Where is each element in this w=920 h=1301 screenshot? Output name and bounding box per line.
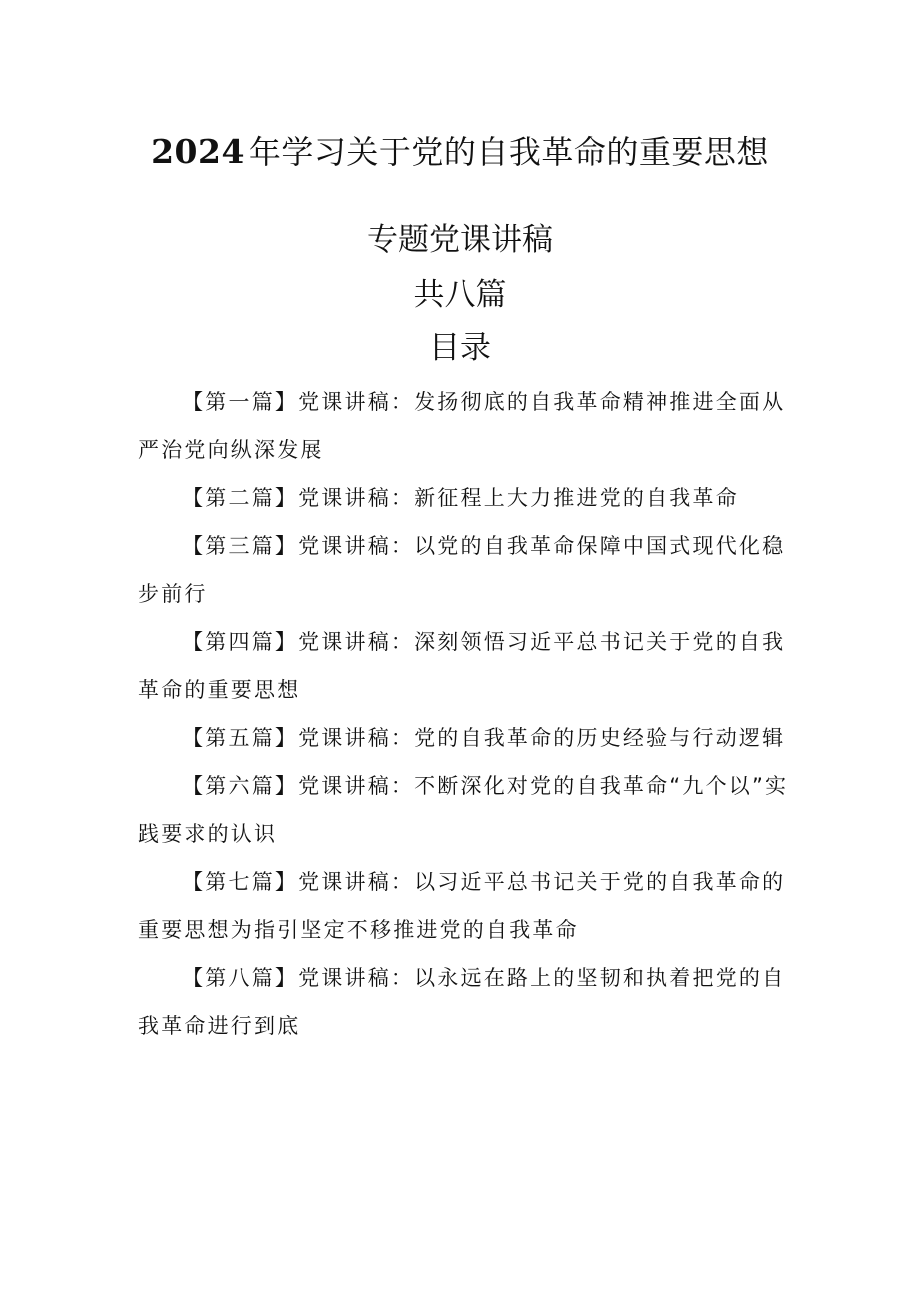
toc-entry-4: 【第四篇】党课讲稿：深刻领悟习近平总书记关于党的自我革命的重要思想 [138,630,786,702]
table-of-contents [138,378,798,1050]
toc-entry-1: 【第一篇】党课讲稿：发扬彻底的自我革命精神推进全面从严治党向纵深发展 [138,390,786,462]
toc-heading: 目录 [429,330,491,366]
title-text: 年学习关于党的自我革命的重要思想 [248,133,769,171]
toc-entry-8: 【第八篇】党课讲稿：以永远在路上的坚韧和执着把党的自我革命进行到底 [138,966,786,1038]
document-title [0,128,920,176]
toc-entry-7: 【第七篇】党课讲稿：以习近平总书记关于党的自我革命的重要思想为指引坚定不移推进党的自我革命 [138,870,786,942]
toc-entry-2: 【第二篇】党课讲稿：新征程上大力推进党的自我革命 [182,486,739,510]
document-subtitle: 专题党课讲稿 [367,222,553,258]
title-year: 2024 [151,132,245,171]
document-count: 共八篇 [413,277,507,313]
toc-entry-3: 【第三篇】党课讲稿：以党的自我革命保障中国式现代化稳步前行 [138,534,786,606]
toc-entry-5: 【第五篇】党课讲稿：党的自我革命的历史经验与行动逻辑 [182,726,786,750]
toc-entry-6: 【第六篇】党课讲稿：不断深化对党的自我革命“九个以”实践要求的认识 [138,774,789,846]
